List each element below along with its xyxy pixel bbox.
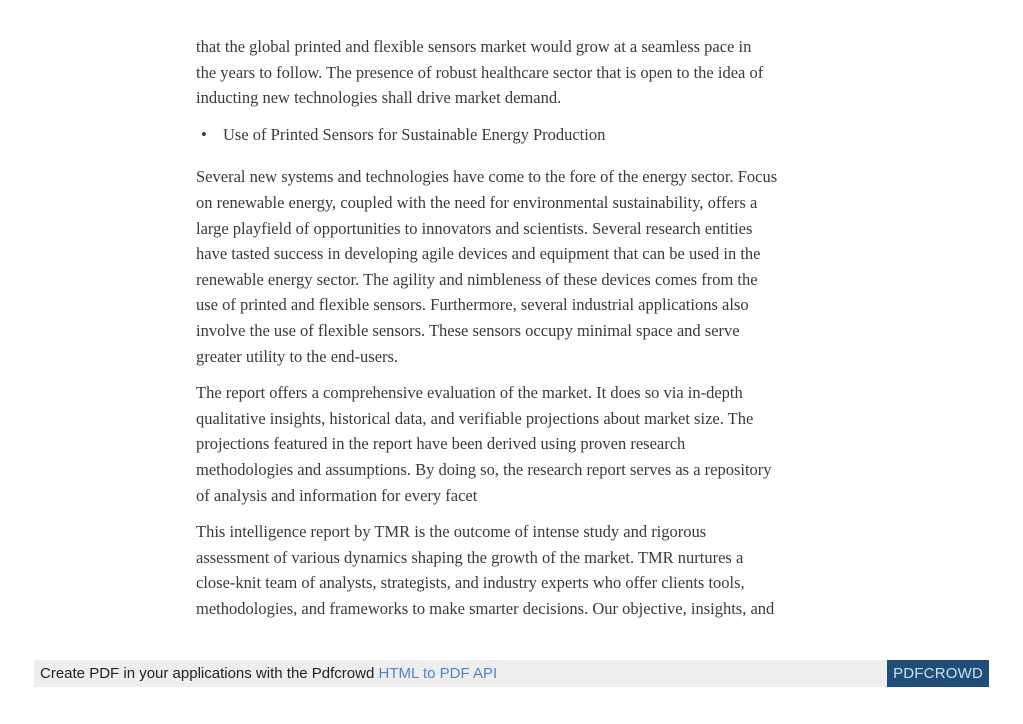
paragraph-energy: [196, 164, 836, 369]
text-line: of analysis and information for every facet: [196, 485, 478, 505]
paragraph-intro: [196, 34, 836, 111]
pdfcrowd-footer: [34, 660, 989, 687]
text-line: renewable energy sector. The agility and nimbleness of these devices comes from the: [196, 269, 758, 289]
text-line: The report offers a comprehensive evaluation of the market. It does so via in-depth: [196, 383, 743, 403]
text-line: qualitative insights, historical data, and verifiable projections about market size. The: [196, 408, 754, 428]
paragraph-report: [196, 380, 836, 508]
html-to-pdf-api-link[interactable]: HTML to PDF API: [378, 665, 498, 682]
text-line: projections featured in the report have been derived using proven research: [196, 434, 686, 454]
text-line: use of printed and flexible sensors. Furthermore, several industrial applications also: [196, 295, 749, 315]
text-line: large playfield of opportunities to innovators and scientists. Several research entities: [196, 218, 753, 238]
text-line: on renewable energy, coupled with the need for environmental sustainability, offers a: [196, 192, 758, 212]
text-line: have tasted success in developing agile devices and equipment that can be used in the: [196, 244, 761, 264]
text-line: that the global printed and flexible sensors market would grow at a seamless pace in: [196, 37, 752, 56]
text-line: Several new systems and technologies have come to the fore of the energy sector. Focus: [196, 167, 778, 187]
text-line: the years to follow. The presence of robust healthcare sector that is open to the idea of: [196, 62, 764, 82]
text-line: greater utility to the end-users.: [196, 346, 399, 366]
bullet-text: Use of Printed Sensors for Sustainable Energy Production: [223, 124, 606, 144]
text-line: involve the use of flexible sensors. These sensors occupy minimal space and serve: [196, 320, 740, 340]
paragraph-tmr: [196, 519, 836, 621]
pdfcrowd-brand-button[interactable]: PDFCROWD: [887, 660, 989, 687]
list-item: [196, 122, 836, 148]
bullet-list: [196, 122, 836, 148]
text-line: inducting new technologies shall drive market demand.: [196, 88, 562, 108]
bullet-icon: •: [201, 124, 207, 144]
text-line: assessment of various dynamics shaping the growth of the market. TMR nurtures a: [196, 547, 744, 567]
footer-message: Create PDF in your applications with the Pdfcrowd: [40, 665, 375, 682]
text-line: methodologies, and frameworks to make smarter decisions. Our objective, insights, and: [196, 598, 775, 618]
footer-text: [40, 665, 497, 682]
text-line: methodologies and assumptions. By doing so, the research report serves as a repository: [196, 459, 772, 479]
document-body: [196, 34, 836, 632]
text-line: This intelligence report by TMR is the outcome of intense study and rigorous: [196, 522, 707, 542]
text-line: close-knit team of analysts, strategists, and industry experts who offer clients tools,: [196, 573, 745, 593]
